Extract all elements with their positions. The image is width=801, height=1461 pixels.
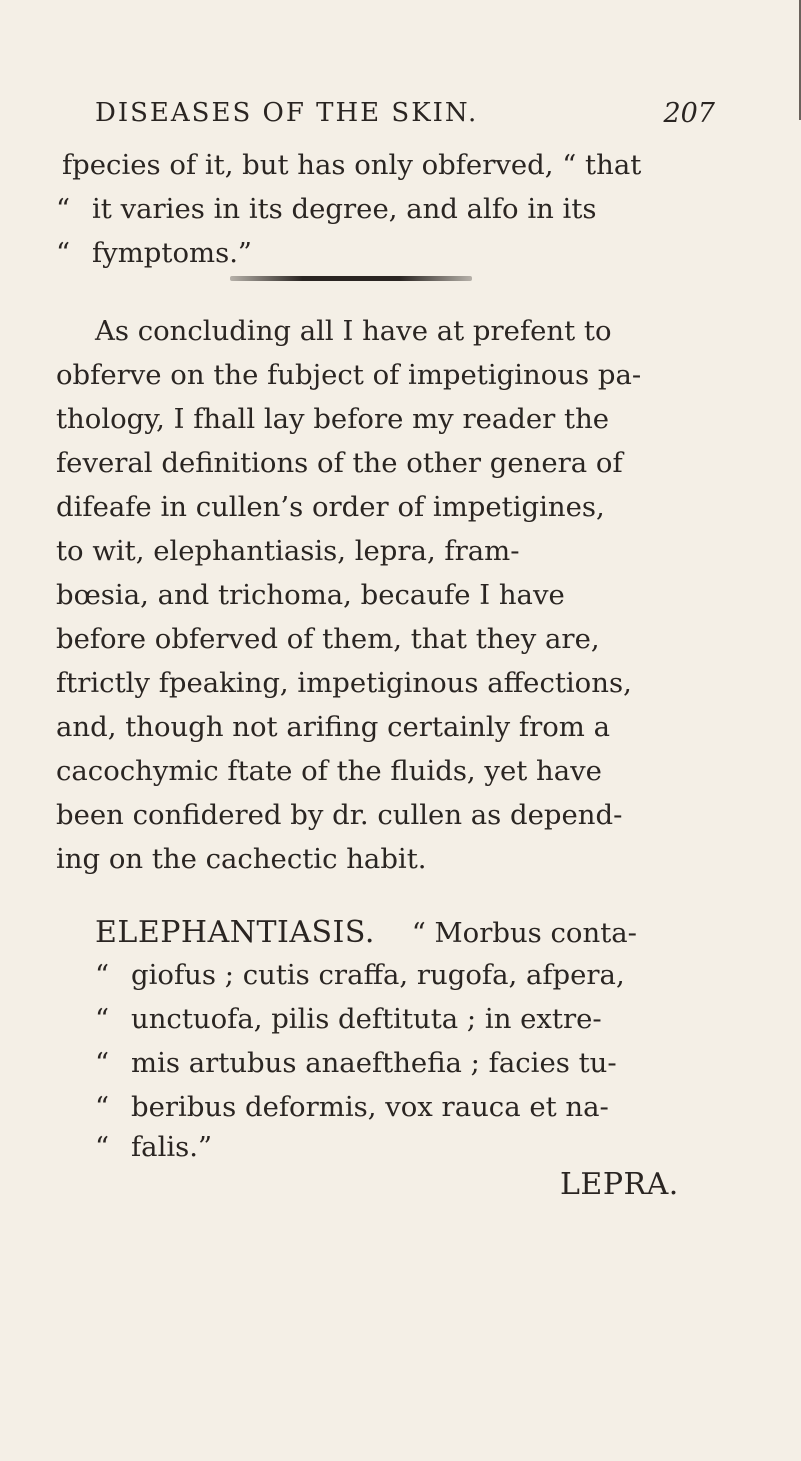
- running-head: DISEASES OF THE SKIN.: [95, 98, 479, 128]
- paragraph-line: difeafe in cullen’s order of impetigines,: [56, 491, 605, 523]
- paragraph-line: cacochymic ftate of the fluids, yet have: [56, 755, 602, 787]
- quote-line-2: “ it varies in its degree, and alfo in its: [56, 193, 597, 225]
- definition-line: “ falis.”: [95, 1131, 213, 1163]
- page-header: [95, 98, 715, 138]
- page-number: 207: [663, 98, 715, 129]
- quote-line-3: “ fymptoms.”: [56, 237, 252, 269]
- definition-line: “ unctuofa, pilis deftituta ; in extre-: [95, 1003, 602, 1035]
- definition-line: “ mis artubus anaefthefia ; facies tu-: [95, 1047, 617, 1079]
- paragraph-line: bœsia, and trichoma, becaufe I have: [56, 579, 565, 611]
- paragraph-line: As concluding all I have at prefent to: [95, 315, 612, 347]
- paragraph-line: obferve on the fubject of impetiginous pa-: [56, 359, 642, 391]
- paragraph-line: thology, I fhall lay before my reader the: [56, 403, 610, 435]
- definition-first-line: ELEPHANTIASIS. “ Morbus conta-: [95, 915, 637, 950]
- paragraph-line: before obferved of them, that they are,: [56, 623, 600, 655]
- paragraph-line: and, though not arifing certainly from a: [56, 711, 611, 743]
- paragraph-line: been confidered by dr. cullen as depend-: [56, 799, 623, 831]
- quote-line-1: fpecies of it, but has only obferved, “ that: [62, 149, 642, 181]
- catchword: LEPRA.: [560, 1167, 679, 1202]
- paragraph-line: ftrictly fpeaking, impetiginous affections,: [56, 667, 632, 699]
- paragraph-line: ing on the cachectic habit.: [56, 843, 427, 875]
- paragraph-line: to wit, elephantiasis, lepra, fram-: [56, 535, 520, 567]
- section-divider-rule: [230, 276, 472, 281]
- definition-line: “ beribus deformis, vox rauca et na-: [95, 1091, 609, 1123]
- paragraph-line: feveral definitions of the other genera of: [56, 447, 623, 479]
- definition-line: “ giofus ; cutis craffa, rugofa, afpera,: [95, 959, 625, 991]
- definition-heading: ELEPHANTIASIS.: [95, 915, 375, 950]
